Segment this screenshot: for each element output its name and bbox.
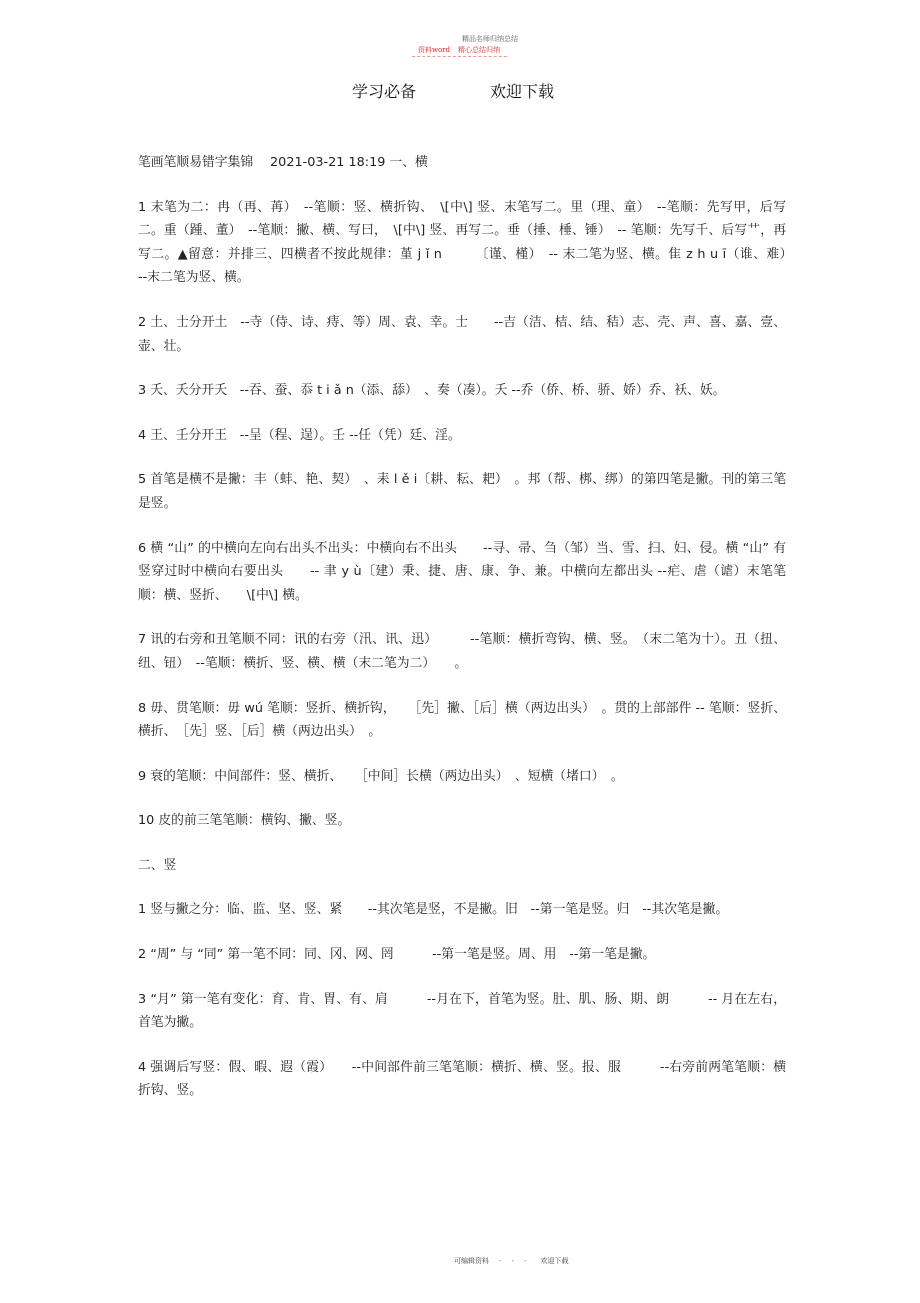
paragraph: 6 横 “山” 的中横向左向右出头不出头：中横向右不出头 --寻、帚、刍（邹）当、雪、扫、妇、侵。横 “山” 有竖穿过时中横向右要出头 -- 聿 y ù〔建）秉、捷、唐、康、争、兼。中横向左都出头 --疟、虐（谑）末笔笔顺：横、竖折、 \[中\] 横。 xyxy=(138,540,786,603)
paragraph: 7 讯的右旁和丑笔顺不同：讯的右旁（汛、讯、迅） --笔顺：横折弯钩、横、竖。 （末二笔为十）。丑（扭、纽、钮） --笔顺：横折、竖、横、横（末二笔为二） 。 xyxy=(138,632,786,671)
watermark-top: 精品名师归纳总结 xyxy=(462,35,518,43)
paragraph: 2 土、士分开土 --寺（侍、诗、痔、等）周、袁、幸。士 --吉（洁、桔、结、秸）志、壳、声、喜、嘉、壹、壶、壮。 xyxy=(138,314,786,354)
paragraph: 3 夭、夭分开夭 --吞、蚕、忝 t i ǎ n（添、舔） 、奏（凑）。夭 --乔（侨、桥、骄、娇）乔、袄、妖。 xyxy=(138,383,726,399)
paragraph: 2 “周” 与 “同” 第一笔不同：同、冈、网、罔 --第一笔是竖。周、用 --第一笔是撇。 xyxy=(138,947,656,963)
paragraph: 9 衰的笔顺：中间部件：竖、横折、 ［中间］长横（两边出头） 、短横（堵口） 。 xyxy=(138,768,624,784)
document-body xyxy=(138,151,812,1124)
paragraph: 3 “月” 第一笔有变化：育、肯、胃、有、肩 --月在下，首笔为竖。肚、肌、肠、期、朗 -- 月在左右，首笔为撇。 xyxy=(138,991,786,1031)
header-right: 欢迎下载 xyxy=(490,82,555,101)
paragraph: 1 末笔为二：冉（再、苒） --笔顺：竖、横折钩、 \[中\] 竖、末笔写二。里（理、童） --笔顺：先写甲，后写二。重（踵、董） --笔顺：撇、横、写曰， \[中\] 竖、再写二。垂（捶、棰、锤） -- 笔顺：先写千、后写艹，再写二。▲留意：并排三、四横者不按此规律：堇 j ǐ n 〔谨、槿） -- 末二笔为竖、横。隹 z h u ī（谁、难） --末二笔为竖、横。 xyxy=(138,199,812,286)
page-footer xyxy=(454,1256,569,1266)
footer-right: 欢迎下载 xyxy=(540,1257,569,1265)
footer-left: 可编辑资料 xyxy=(454,1257,489,1265)
paragraph: 1 竖与撇之分：临、监、坚、竖、紧 --其次笔是竖，不是撇。旧 --第一笔是竖。归 --其次笔是撇。 xyxy=(138,902,729,918)
paragraph: 5 首笔是横不是撇：丰（蚌、艳、契） 、耒 l ě i〔耕、耘、耙） 。邦（帮、梆、绑）的第四笔是撇。刊的第三笔是竖。 xyxy=(138,472,786,511)
paragraph: 8 毋、贯笔顺：毋 wú 笔顺：竖折、横折钩， ［先］撇、［后］横（两边出头） 。贯的上部部件 -- 笔顺：竖折、横折、 ［先］竖、［后］横（两边出头） 。 xyxy=(138,700,786,740)
header-left: 学习必备 xyxy=(352,82,417,101)
section-heading: 二、竖 xyxy=(138,857,177,873)
watermark-sub-right: 精心总结归纳 xyxy=(458,46,501,54)
paragraph-title: 笔画笔顺易错字集锦 2021-03-21 18:19 一、横 xyxy=(138,155,428,170)
watermark-divider xyxy=(412,56,507,57)
page-header xyxy=(352,79,554,102)
footer-dashes: - - - xyxy=(499,1257,531,1265)
paragraph: 4 强调后写竖：假、暇、遐（霞） --中间部件前三笔笔顺：横折、横、竖。报、服 --右旁前两笔笔顺：横折钩、竖。 xyxy=(138,1059,786,1099)
watermark-sub xyxy=(418,45,500,55)
paragraph: 4 王、壬分开王 --呈（程、逞）。壬 --任（凭）廷、淫。 xyxy=(138,427,461,443)
watermark-sub-left: 资料word xyxy=(418,46,451,54)
paragraph: 10 皮的前三笔笔顺：横钩、撇、竖。 xyxy=(138,813,351,829)
